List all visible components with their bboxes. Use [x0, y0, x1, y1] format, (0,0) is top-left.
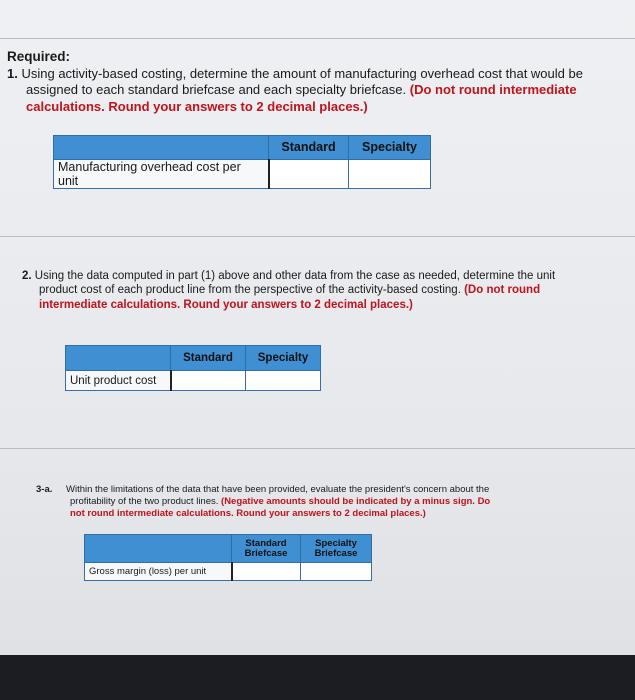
- question-1-text: [7, 66, 627, 115]
- question-3a-instruction-a: (Negative amounts should be indicated by a minus sign. Do: [221, 495, 491, 507]
- gross-margin-header-specialty: [301, 535, 372, 563]
- overhead-row-label: Manufacturing overhead cost per unit: [54, 160, 269, 189]
- question-2-number: 2.: [22, 270, 32, 282]
- question-2-instruction-a: (Do not round: [464, 284, 541, 297]
- overhead-header-blank: [54, 136, 269, 160]
- gross-margin-header-standard-l1: Standard: [245, 537, 287, 549]
- gross-margin-standard-input[interactable]: [233, 563, 305, 580]
- gross-margin-header-specialty-l2: Briefcase: [314, 547, 358, 559]
- unit-cost-specialty-input[interactable]: [246, 372, 324, 389]
- overhead-header-specialty: Specialty: [349, 136, 431, 160]
- question-3a-text: [36, 484, 616, 520]
- overhead-standard-input[interactable]: [270, 166, 353, 183]
- gross-margin-header-standard: [232, 535, 301, 563]
- unit-cost-specialty-cell[interactable]: [246, 371, 321, 391]
- required-heading: Required:: [7, 49, 71, 64]
- unit-cost-header-standard: Standard: [171, 346, 246, 371]
- gross-margin-header-blank: [85, 535, 232, 563]
- gross-margin-header-specialty-l1: Specialty: [315, 537, 357, 549]
- overhead-header-standard: Standard: [269, 136, 349, 160]
- gross-margin-standard-cell[interactable]: [232, 563, 301, 581]
- unit-cost-header-blank: [66, 346, 171, 371]
- question-3a-instruction-b: not round intermediate calculations. Round your answers to 2 decimal places.): [70, 507, 426, 519]
- question-1-line1: Using activity-based costing, determine the amount of manufacturing overhead cost that would be: [21, 66, 583, 81]
- top-divider: [0, 38, 635, 39]
- question-3a-number: 3-a.: [36, 484, 53, 495]
- gross-margin-row-label: Gross margin (loss) per unit: [85, 563, 232, 581]
- bottom-dark-bar: [0, 655, 635, 700]
- unit-cost-row-label: Unit product cost: [66, 371, 171, 391]
- gross-margin-header-standard-l2: Briefcase: [244, 547, 288, 559]
- unit-cost-header-specialty: Specialty: [246, 346, 321, 371]
- question-2-instruction-b: intermediate calculations. Round your answers to 2 decimal places.): [39, 298, 413, 311]
- unit-cost-standard-input[interactable]: [172, 372, 250, 389]
- question-1-number: 1.: [7, 66, 18, 81]
- overhead-specialty-input[interactable]: [349, 166, 434, 183]
- section-divider-1: [0, 236, 635, 237]
- section-divider-2: [0, 448, 635, 449]
- gross-margin-specialty-input[interactable]: [301, 563, 375, 580]
- question-3a-line2: profitability of the two product lines.: [70, 495, 219, 507]
- question-1-instruction-a: (Do not round intermediate: [409, 82, 577, 98]
- overhead-specialty-cell[interactable]: [349, 160, 431, 189]
- unit-product-cost-table: [65, 345, 321, 391]
- question-1-instruction-b: calculations. Round your answers to 2 decimal places.): [26, 98, 368, 114]
- question-3a-line1: Within the limitations of the data that have been provided, evaluate the president's concern about the: [66, 484, 490, 495]
- overhead-standard-cell[interactable]: [269, 160, 349, 189]
- gross-margin-specialty-cell[interactable]: [301, 563, 372, 581]
- question-2-text: [22, 269, 622, 312]
- gross-margin-table: [84, 534, 372, 581]
- question-2-line1: Using the data computed in part (1) above and other data from the case as needed, determine the unit: [34, 270, 556, 282]
- overhead-cost-table: [53, 135, 431, 189]
- unit-cost-standard-cell[interactable]: [171, 371, 246, 391]
- question-2-line2: product cost of each product line from the perspective of the activity-based costing.: [39, 284, 461, 297]
- question-1-line2: assigned to each standard briefcase and each specialty briefcase.: [26, 82, 407, 98]
